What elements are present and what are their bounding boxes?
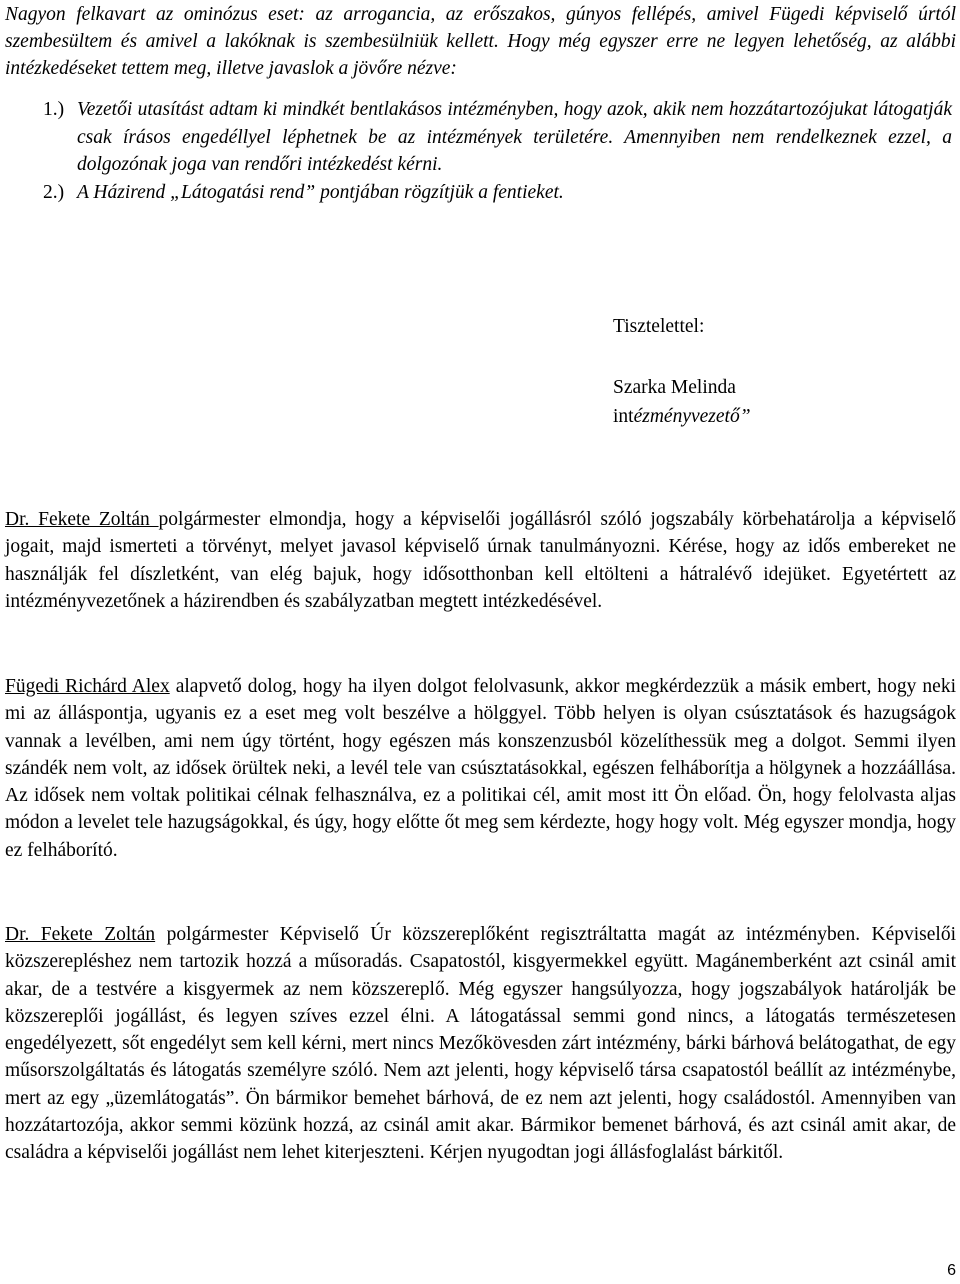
signature-greeting: Tisztelettel: xyxy=(613,316,705,337)
speaker-name: Fügedi Richárd Alex xyxy=(5,676,170,697)
paragraph-text: polgármester elmondja, hogy a képviselői jogállásról szóló jogszabály körbehatárolja a képviselő jogait, majd ismerteti a törvényt, melyet javasol képviselő úrnak tanulmányozni. Kérése, hogy az idős embereket ne használják fel díszletként, van elég bajuk, hogy idősotthonban kell eltölteni a hátralévő idejüket. Egyetértett az intézményvezetőnek a házirendben és szabályzatban megtett intézkedésével. xyxy=(5,509,956,612)
measure-item xyxy=(5,96,956,179)
speaker-name: Dr. Fekete Zoltán xyxy=(5,924,156,945)
measure-number: 2.) xyxy=(43,181,65,203)
measure-item xyxy=(5,179,956,207)
document-page xyxy=(5,0,956,1164)
speaker-name: Dr. Fekete Zoltán xyxy=(5,509,159,530)
measure-number: 1.) xyxy=(43,99,65,120)
minutes-paragraph xyxy=(5,921,956,1167)
signature-block xyxy=(613,312,751,431)
signature-name: Szarka Melinda xyxy=(613,377,736,398)
measure-text: Vezetői utasítást adtam ki mindkét bentlakásos intézményben, hogy azok, akik nem hozzátartozójukat látogatják csak írásos engedéllyel léphetnek be az intézmények területére. Amennyiben nem rendelkeznek ezzel, a dolgozónak joga van rendőri intézkedést kérni. xyxy=(77,99,952,175)
minutes-paragraph xyxy=(5,506,956,615)
measures-list xyxy=(5,96,956,206)
measure-text: A Házirend „Látogatási rend” pontjában rögzítjük a fentieket. xyxy=(77,181,564,203)
minutes-paragraph xyxy=(5,673,956,864)
page-number: 6 xyxy=(947,1262,956,1279)
paragraph-text: polgármester Képviselő Úr közszereplőként regisztráltatta magát az intézményben. Képviselői közszerepléshez nem tartozik hozzá a műsoradás. Csapatostól, kisgyermekkel együtt. Magánemberként azt csinál amit akar, de a testvére a kisgyermek az nem közszereplő. Még egyszer hangsúlyozza, hogy jogszabályok határolják be közszereplői jogállást, és legyen szíves ezzel élni. A látogatással semmi gond nincs, a látogatás természetesen engedélyezett, sőt engedélyt sem kell kérni, mert nincs Mezőkövesden zárt intézmény, bárki bárhová belátogathat, de egy műsorszolgáltatás és látogatás személyre szóló. Nem azt jelenti, hogy képviselő társa csapatostól beállít az intézménybe, mert az egy „üzemlátogatás”. Ön bármikor bemehet bárhová, de ez nem azt jelenti, hogy családostól. Amennyiben van hozzátartozója, akkor semmi közünk hozzá, az csinál amit akar. Bármikor bemenet bárhová, és azt csinál amit akar, de családra a képviselői jogállást nem lehet kiterjeszteni. Kérjen nyugodtan jogi állásfoglalást bárkitől. xyxy=(5,924,956,1164)
paragraph-text: alapvető dolog, hogy ha ilyen dolgot felolvasunk, akkor megkérdezzük a másik embert, hogy neki mi az álláspontja, ugyanis ez a eset meg volt beszélve a hölggyel. Több helyen is olyan csúsztatások és hazugságok vannak a levélben, ami nem úgy történt, hogy egészen más konszenzusból közelíthessük meg a dolgot. Semmi ilyen szándék nem volt, az idősek örültek neki, a levél tele van csúsztatásokkal, egészen felháborítja a hölgynek a hozzáállása. Az idősek nem voltak politikai célnak felhasználva, ez a politikai cél, amit most itt Ön előad. Ön, hogy felolvasta aljas módon a levelet tele hazugságokkal, és úgy, hogy előtte őt meg sem kérdezte, hogy hogy volt. Még egyszer mondja, hogy ez felháborító. xyxy=(5,676,956,861)
signature-role: intézményvezető” xyxy=(613,406,751,427)
intro-paragraph: Nagyon felkavart az ominózus eset: az arrogancia, az erőszakos, gúnyos fellépés, amivel Fügedi képviselő úrtól szembesültem és amivel a lakóknak is szembesülniük kellett. Hogy még egyszer erre ne legyen lehetőség, az alábbi intézkedéseket tettem meg, illetve javaslok a jövőre nézve: xyxy=(5,4,956,79)
